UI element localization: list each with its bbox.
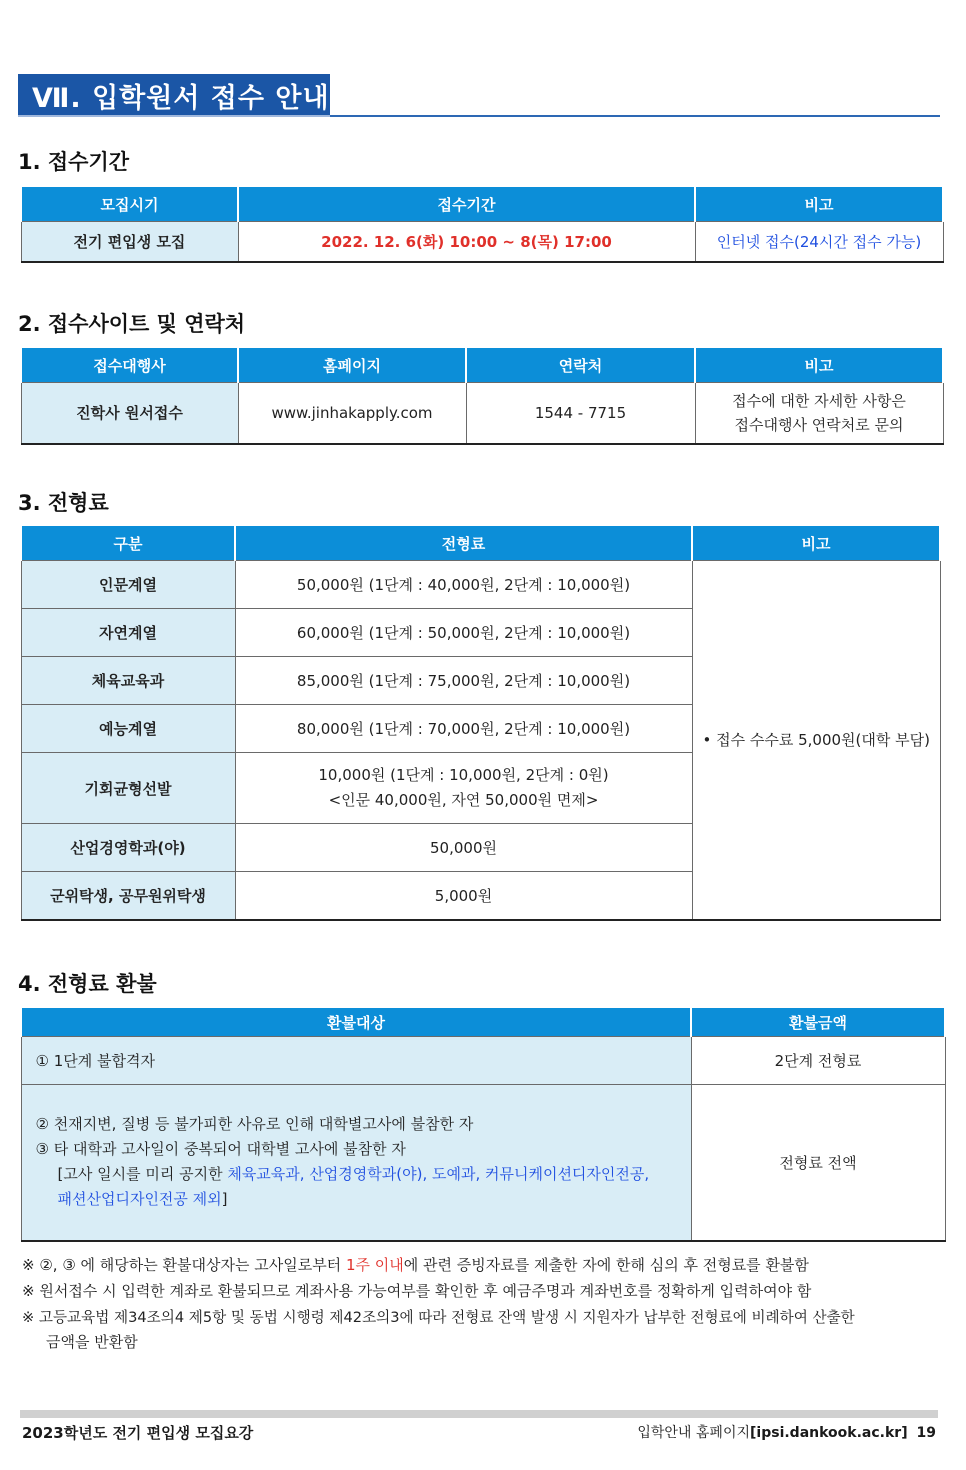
page-number: 19: [916, 1425, 936, 1441]
col-header: 홈페이지: [238, 348, 466, 383]
refund-note-3-cont: 금액을 반환함: [46, 1333, 138, 1351]
homepage-value[interactable]: www.jinhakapply.com: [238, 383, 466, 444]
footer-homepage-label: 입학안내 홈페이지: [637, 1425, 751, 1441]
row-label: 자연계열: [21, 609, 235, 657]
phone-value: 1544 - 7715: [466, 383, 695, 444]
refund-target: ① 1단계 불합격자: [21, 1037, 691, 1085]
note-line: 접수대행사 연락처로 문의: [734, 415, 904, 434]
period-value: 2022. 12. 6(화) 10:00 ~ 8(목) 17:00: [238, 222, 695, 262]
exception-suffix: ]: [221, 1190, 228, 1209]
refund-line: ③ 타 대학과 고사일이 중복되어 대학별 고사에 불참한 자: [35, 1140, 406, 1159]
fee-value: 50,000원 (1단계 : 40,000원, 2단계 : 10,000원): [235, 561, 692, 609]
fee-line: 10,000원 (1단계 : 10,000원, 2단계 : 0원): [318, 766, 609, 784]
col-header: 접수기간: [238, 187, 695, 222]
fee-value: 50,000원: [235, 824, 692, 872]
refund-note-3: ※ 고등교육법 제34조의4 제5항 및 동법 시행령 제42조의3에 따라 전형료 잔액 발생 시 지원자가 납부한 전형료에 비례하여 산출한: [22, 1309, 855, 1326]
row-label: 군위탁생, 공무원위탁생: [21, 872, 235, 920]
title-rule: [330, 115, 940, 117]
refund-line: ② 천재지변, 질병 등 불가피한 사유로 인해 대학별고사에 불참한 자: [35, 1115, 474, 1134]
note-value: 인터넷 접수(24시간 접수 가능): [695, 222, 943, 262]
col-header: 구분: [21, 526, 235, 561]
section-2-heading: 2. 접수사이트 및 연락처: [18, 312, 246, 336]
col-header: 접수대행사: [21, 348, 238, 383]
application-period-table: [20, 187, 944, 263]
section-4-heading: 4. 전형료 환불: [18, 972, 157, 996]
page-title: Ⅶ. 입학원서 접수 안내: [18, 74, 330, 116]
col-header: 비고: [695, 348, 943, 383]
footer-divider: [20, 1410, 938, 1418]
title-underline: [18, 115, 330, 117]
fee-value: [235, 753, 692, 824]
exception-prefix: [고사 일시를 미리 공지한: [57, 1165, 228, 1184]
row-label: 예능계열: [21, 705, 235, 753]
note-text: ※ ②, ③ 에 해당하는 환불대상자는 고사일로부터: [22, 1256, 346, 1274]
row-label: 전기 편입생 모집: [21, 222, 238, 262]
row-label: 기회균형선발: [21, 753, 235, 824]
row-label: 진학사 원서접수: [21, 383, 238, 444]
fee-table: [20, 526, 941, 921]
row-label: 인문계열: [21, 561, 235, 609]
note-highlight: 1주 이내: [345, 1256, 404, 1274]
fee-note: • 접수 수수료 5,000원(대학 부담): [692, 561, 940, 920]
footer-homepage: [637, 1422, 936, 1442]
col-header: 비고: [692, 526, 940, 561]
fee-line: <인문 40,000원, 자연 50,000원 면제>: [328, 791, 599, 809]
refund-target: [21, 1085, 691, 1241]
refund-note-2: ※ 원서접수 시 입력한 계좌로 환불되므로 계좌사용 가능여부를 확인한 후 예금주명과 계좌번호를 정확하게 입력하여야 함: [22, 1282, 812, 1300]
fee-value: 80,000원 (1단계 : 70,000원, 2단계 : 10,000원): [235, 705, 692, 753]
site-contact-table: [20, 348, 944, 445]
col-header: 환불대상: [21, 1008, 691, 1037]
fee-value: 5,000원: [235, 872, 692, 920]
refund-amount: 2단계 전형료: [691, 1037, 945, 1085]
col-header: 비고: [695, 187, 943, 222]
exception-departments: 패션산업디자인전공 제외: [57, 1190, 222, 1209]
footer-title: 2023학년도 전기 편입생 모집요강: [22, 1424, 254, 1442]
section-3-heading: 3. 전형료: [18, 491, 109, 515]
fee-value: 60,000원 (1단계 : 50,000원, 2단계 : 10,000원): [235, 609, 692, 657]
refund-exception: [36, 1187, 691, 1212]
refund-table: [20, 1008, 946, 1242]
col-header: 환불금액: [691, 1008, 945, 1037]
note-text: 에 관련 증빙자료를 제출한 자에 한해 심의 후 전형료를 환불함: [403, 1256, 809, 1274]
row-label: 체육교육과: [21, 657, 235, 705]
row-label: 산업경영학과(야): [21, 824, 235, 872]
col-header: 전형료: [235, 526, 692, 561]
col-header: 모집시기: [21, 187, 238, 222]
fee-value: 85,000원 (1단계 : 75,000원, 2단계 : 10,000원): [235, 657, 692, 705]
refund-exception: [36, 1162, 691, 1187]
footer-homepage-url[interactable]: [ipsi.dankook.ac.kr]: [750, 1425, 908, 1441]
col-header: 연락처: [466, 348, 695, 383]
refund-amount: 전형료 전액: [691, 1085, 945, 1241]
section-1-heading: 1. 접수기간: [18, 150, 130, 174]
exception-departments: 체육교육과, 산업경영학과(야), 도예과, 커뮤니케이션디자인전공,: [227, 1165, 650, 1184]
note-value: [695, 383, 943, 444]
note-line: 접수에 대한 자세한 사항은: [732, 391, 906, 410]
refund-note-1: [22, 1254, 809, 1275]
